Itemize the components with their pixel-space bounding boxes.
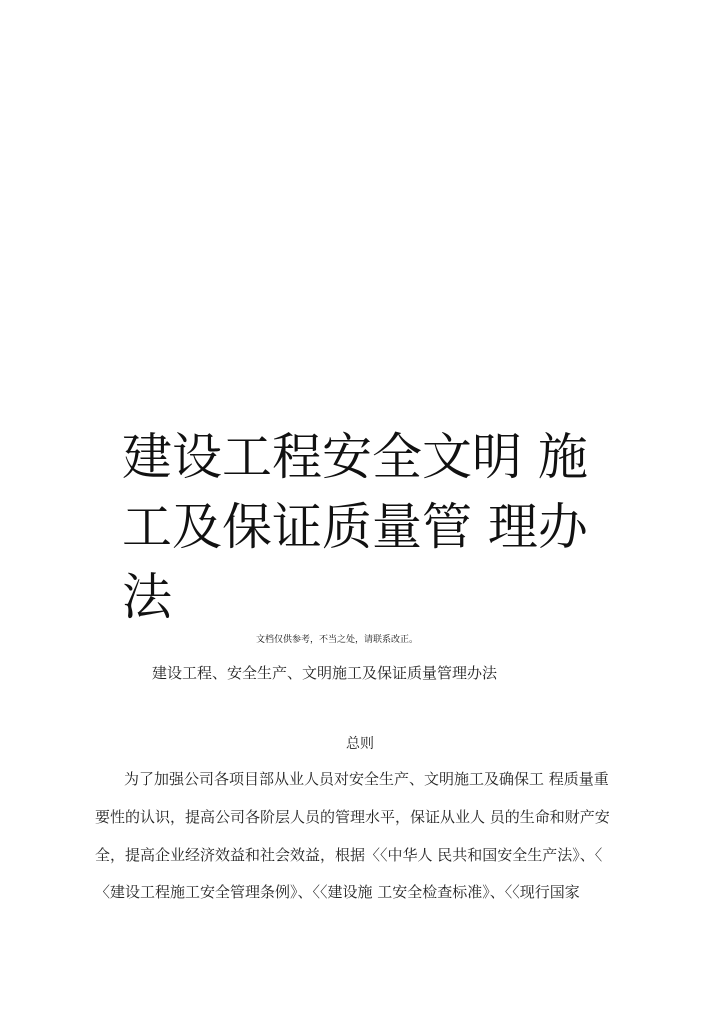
title-line: 法 bbox=[122, 568, 172, 626]
document-title bbox=[122, 422, 642, 632]
paragraph-line: 要性的认识，提高公司各阶层人员的管理水平，保证从业人 员的生命和财产安 bbox=[95, 808, 610, 826]
document-subtitle: 建设工程、安全生产、文明施工及保证质量管理办法 bbox=[152, 664, 498, 682]
paragraph-line: 〈建设工程施工安全管理条例》、〈〈建设施 工安全检查标准》、〈〈现行国家 bbox=[95, 883, 580, 901]
title-line: 工及保证质量管 理办 bbox=[122, 498, 588, 556]
section-heading: 总则 bbox=[346, 736, 374, 752]
paragraph-line: 全，提高企业经济效益和社会效益，根据〈〈中华人 民共和国安全生产法》、〈 bbox=[95, 846, 603, 864]
reference-note: 文档仅供参考，不当之处，请联系改正。 bbox=[256, 635, 419, 645]
title-line: 建设工程安全文明 施 bbox=[122, 428, 588, 486]
paragraph-line: 为了加强公司各项目部从业人员对安全生产、文明施工及确保工 程质量重 bbox=[124, 770, 609, 788]
